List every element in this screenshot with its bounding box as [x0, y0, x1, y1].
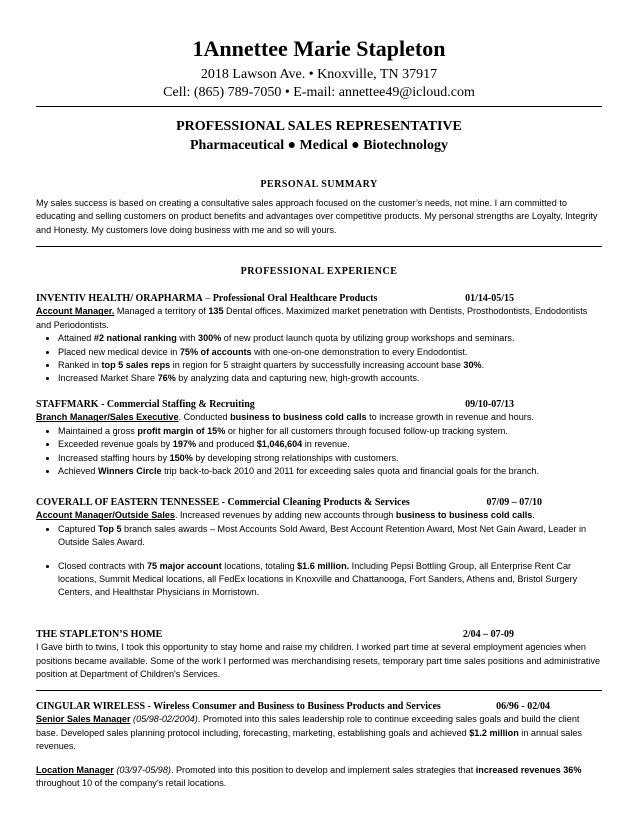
job-bullets — [36, 425, 602, 479]
job-company: THE STAPLETON’S HOME — [36, 629, 163, 640]
summary-divider — [36, 246, 602, 247]
job-bullets — [36, 523, 602, 600]
job-header — [36, 628, 602, 641]
job-company: COVERALL OF EASTERN TENNESSEE - Commercial Cleaning Products & Services — [36, 497, 410, 508]
job-dates: 01/14-05/15 — [465, 293, 514, 304]
summary-heading: PERSONAL SUMMARY — [260, 179, 378, 190]
list-item: • Attained #2 national ranking with 300% of new product launch quota by utilizing group workshops and seminars. — [58, 332, 602, 345]
summary-text: My sales success is based on creating a consultative sales approach focused on the customer’s needs, not mine. I am committed to educating and selling customers on product benefits and advantages over competitive products. My personal strengths are Loyalty, Integrity and Honesty. My customers love doing business with me and so will yours. — [36, 198, 598, 235]
job-description: Professional Oral Healthcare Products — [212, 293, 378, 304]
job-header: INVENTIV HEALTH/ ORAPHARMA – Professional Oral Healthcare Products 01/14-05/15 — [36, 293, 514, 304]
job-text: I Gave birth to twins, I took this opportunity to stay home and raise my children. I worked part time at several employment agencies when positions became available. Some of the work I performed was merchandising resets, temporary part time sales positions and administrative position at Department of Children's Services. — [36, 642, 601, 680]
list-item: • Achieved Winners Circle trip back-to-back 2010 and 2011 for exceeding sales quota and financial goals for the branch. — [58, 465, 602, 478]
job-dates: 2/04 – 07-09 — [462, 629, 514, 640]
list-item: • Increased staffing hours by 150% by developing strong relationships with customers. — [58, 452, 602, 465]
job-dates: 06/96 - 02/04 — [496, 701, 550, 712]
list-item: • Ranked in top 5 sales reps in region for 5 straight quarters by successfully increasing account base 30%. — [58, 359, 602, 372]
job-bullets — [36, 332, 602, 386]
job-dates: 07/09 – 07/10 — [486, 497, 542, 508]
job-header — [36, 700, 602, 713]
job-staffmark — [36, 398, 602, 478]
job-inventiv — [36, 292, 602, 386]
job-role: Senior Sales Manager (05/98-02/2004). Promoted into this sales leadership role to continue exceeding sales goals and build the client base. Developed sales planning protocol including, forecasting, marketing, establishing goals and achieved $1.2 million in annual sales revenues. — [36, 714, 582, 752]
job-company: CINGULAR WIRELESS - Wireless Consumer and Business to Business Products and Services — [36, 701, 441, 712]
job-role: Account Manager/Outside Sales. Increased revenues by adding new accounts through business to business cold calls. — [36, 510, 535, 521]
job-header — [36, 496, 602, 509]
candidate-name: 1Annettee Marie Stapleton — [192, 36, 446, 61]
experience-heading: PROFESSIONAL EXPERIENCE — [240, 266, 398, 277]
address: 2018 Lawson Ave. • Knoxville, TN 37917 — [200, 67, 438, 82]
job-role-2: Location Manager (03/97-05/98). Promoted into this position to develop and implement sales strategies that increased revenues 36% throughout 10 of the company's retail locations. — [36, 764, 582, 789]
job-dates: 09/10-07/13 — [465, 399, 514, 410]
job-company: STAFFMARK - Commercial Staffing & Recruiting — [36, 399, 255, 410]
job-stapleton-home — [36, 628, 602, 682]
job-role: Account Manager. Managed a territory of 135 Dental offices. Maximized market penetration with Dentists, Prosthodontists, Endodontists and Periodontists. — [36, 306, 588, 330]
job-coverall — [36, 496, 602, 600]
job-company: INVENTIV HEALTH/ ORAPHARMA — [36, 293, 203, 304]
list-item: • Increased Market Share 76% by analyzing data and capturing new, high-growth accounts. — [58, 372, 602, 385]
list-item: • Exceeded revenue goals by 197% and produced $1,046,604 in revenue. — [58, 438, 602, 451]
list-item: • Closed contracts with 75 major account locations, totaling $1.6 million. Including Pepsi Bottling Group, all Enterprise Rent Car locations, Summit Medical locations, all FedEx locations in Knoxville and Chattanooga, Fort Sanders, Athens and, Bristol Surgery Centers, and Healthstar Physicians in Morristown. — [58, 560, 602, 600]
job-cingular — [36, 700, 602, 790]
list-item: • Maintained a gross profit margin of 15% or higher for all customers through focused follow-up tracking system. — [58, 425, 602, 438]
specialties: Pharmaceutical ● Medical ● Biotechnology — [190, 138, 448, 153]
list-item: • Placed new medical device in 75% of accounts with one-on-one demonstration to every Endodontist. — [58, 346, 602, 359]
contact-line: Cell: (865) 789-7050 • E-mail: annettee49@icloud.com — [163, 85, 475, 100]
job-role: Branch Manager/Sales Executive. Conducted business to business cold calls to increase growth in revenue and hours. — [36, 412, 534, 423]
job-header — [36, 398, 602, 411]
professional-title: PROFESSIONAL SALES REPRESENTATIVE — [176, 119, 462, 134]
list-item: • Captured Top 5 branch sales awards – Most Accounts Sold Award, Best Account Retention Award, Most Net Gain Award, Leader in Outside Sales Award. — [58, 523, 602, 550]
section-divider — [36, 690, 602, 691]
header-divider — [36, 106, 602, 107]
